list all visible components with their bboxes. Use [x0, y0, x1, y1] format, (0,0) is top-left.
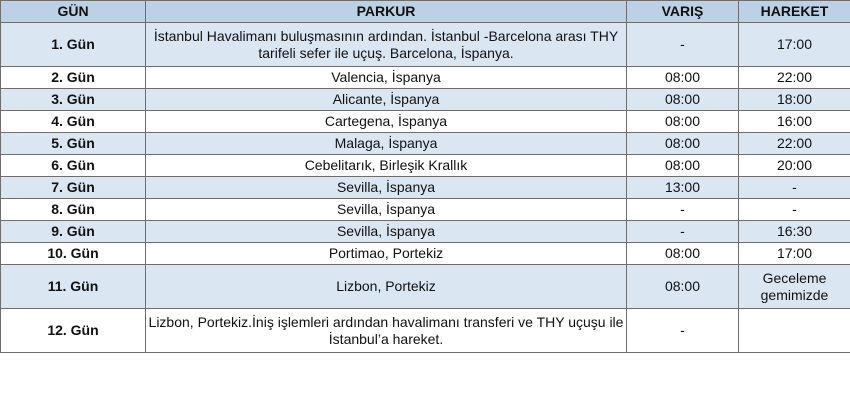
departure-cell: 20:00: [739, 155, 850, 177]
table-row: [1, 111, 850, 133]
table-row: [1, 155, 850, 177]
route-cell: Valencia, İspanya: [146, 67, 627, 89]
departure-cell: Geceleme gemimizde: [739, 265, 850, 309]
route-cell: Alicante, İspanya: [146, 89, 627, 111]
day-cell: 1. Gün: [1, 23, 146, 67]
day-cell: 12. Gün: [1, 309, 146, 353]
arrival-cell: 08:00: [627, 243, 739, 265]
arrival-cell: 13:00: [627, 177, 739, 199]
header-arrival: VARIŞ: [627, 1, 739, 23]
route-cell: Sevilla, İspanya: [146, 199, 627, 221]
table-row: [1, 265, 850, 309]
route-cell: Malaga, İspanya: [146, 133, 627, 155]
day-cell: 9. Gün: [1, 221, 146, 243]
arrival-cell: 08:00: [627, 155, 739, 177]
table-row: [1, 221, 850, 243]
table-row: [1, 133, 850, 155]
route-cell: Cartegena, İspanya: [146, 111, 627, 133]
route-cell: Portimao, Portekiz: [146, 243, 627, 265]
day-cell: 11. Gün: [1, 265, 146, 309]
table-row: [1, 177, 850, 199]
arrival-cell: 08:00: [627, 89, 739, 111]
day-cell: 2. Gün: [1, 67, 146, 89]
departure-cell: -: [739, 199, 850, 221]
departure-cell: 17:00: [739, 243, 850, 265]
table-header-row: [1, 1, 850, 23]
arrival-cell: -: [627, 221, 739, 243]
table-row: [1, 23, 850, 67]
arrival-cell: 08:00: [627, 265, 739, 309]
route-cell: Lizbon, Portekiz: [146, 265, 627, 309]
arrival-cell: 08:00: [627, 67, 739, 89]
table-row: [1, 309, 850, 353]
route-cell: İstanbul Havalimanı buluşmasının ardından. İstanbul -Barcelona arası THY tarifeli sefer ile uçuş. Barcelona, İspanya.: [146, 23, 627, 67]
route-cell: Sevilla, İspanya: [146, 177, 627, 199]
departure-cell: 17:00: [739, 23, 850, 67]
arrival-cell: -: [627, 199, 739, 221]
day-cell: 5. Gün: [1, 133, 146, 155]
table-row: [1, 89, 850, 111]
arrival-cell: 08:00: [627, 133, 739, 155]
departure-cell: 22:00: [739, 67, 850, 89]
departure-cell: [739, 309, 850, 353]
arrival-cell: 08:00: [627, 111, 739, 133]
header-day: GÜN: [1, 1, 146, 23]
departure-cell: 18:00: [739, 89, 850, 111]
departure-cell: -: [739, 177, 850, 199]
route-cell: Sevilla, İspanya: [146, 221, 627, 243]
table-row: [1, 67, 850, 89]
departure-cell: 22:00: [739, 133, 850, 155]
day-cell: 8. Gün: [1, 199, 146, 221]
day-cell: 7. Gün: [1, 177, 146, 199]
day-cell: 3. Gün: [1, 89, 146, 111]
table-row: [1, 199, 850, 221]
day-cell: 6. Gün: [1, 155, 146, 177]
arrival-cell: -: [627, 309, 739, 353]
day-cell: 4. Gün: [1, 111, 146, 133]
day-cell: 10. Gün: [1, 243, 146, 265]
departure-cell: 16:30: [739, 221, 850, 243]
header-departure: HAREKET: [739, 1, 850, 23]
arrival-cell: -: [627, 23, 739, 67]
route-cell: Lizbon, Portekiz.İniş işlemleri ardından havalimanı transferi ve THY uçuşu ile İstanbul’a hareket.: [146, 309, 627, 353]
route-cell: Cebelitarık, Birleşik Krallık: [146, 155, 627, 177]
header-route: PARKUR: [146, 1, 627, 23]
table-row: [1, 243, 850, 265]
departure-cell: 16:00: [739, 111, 850, 133]
